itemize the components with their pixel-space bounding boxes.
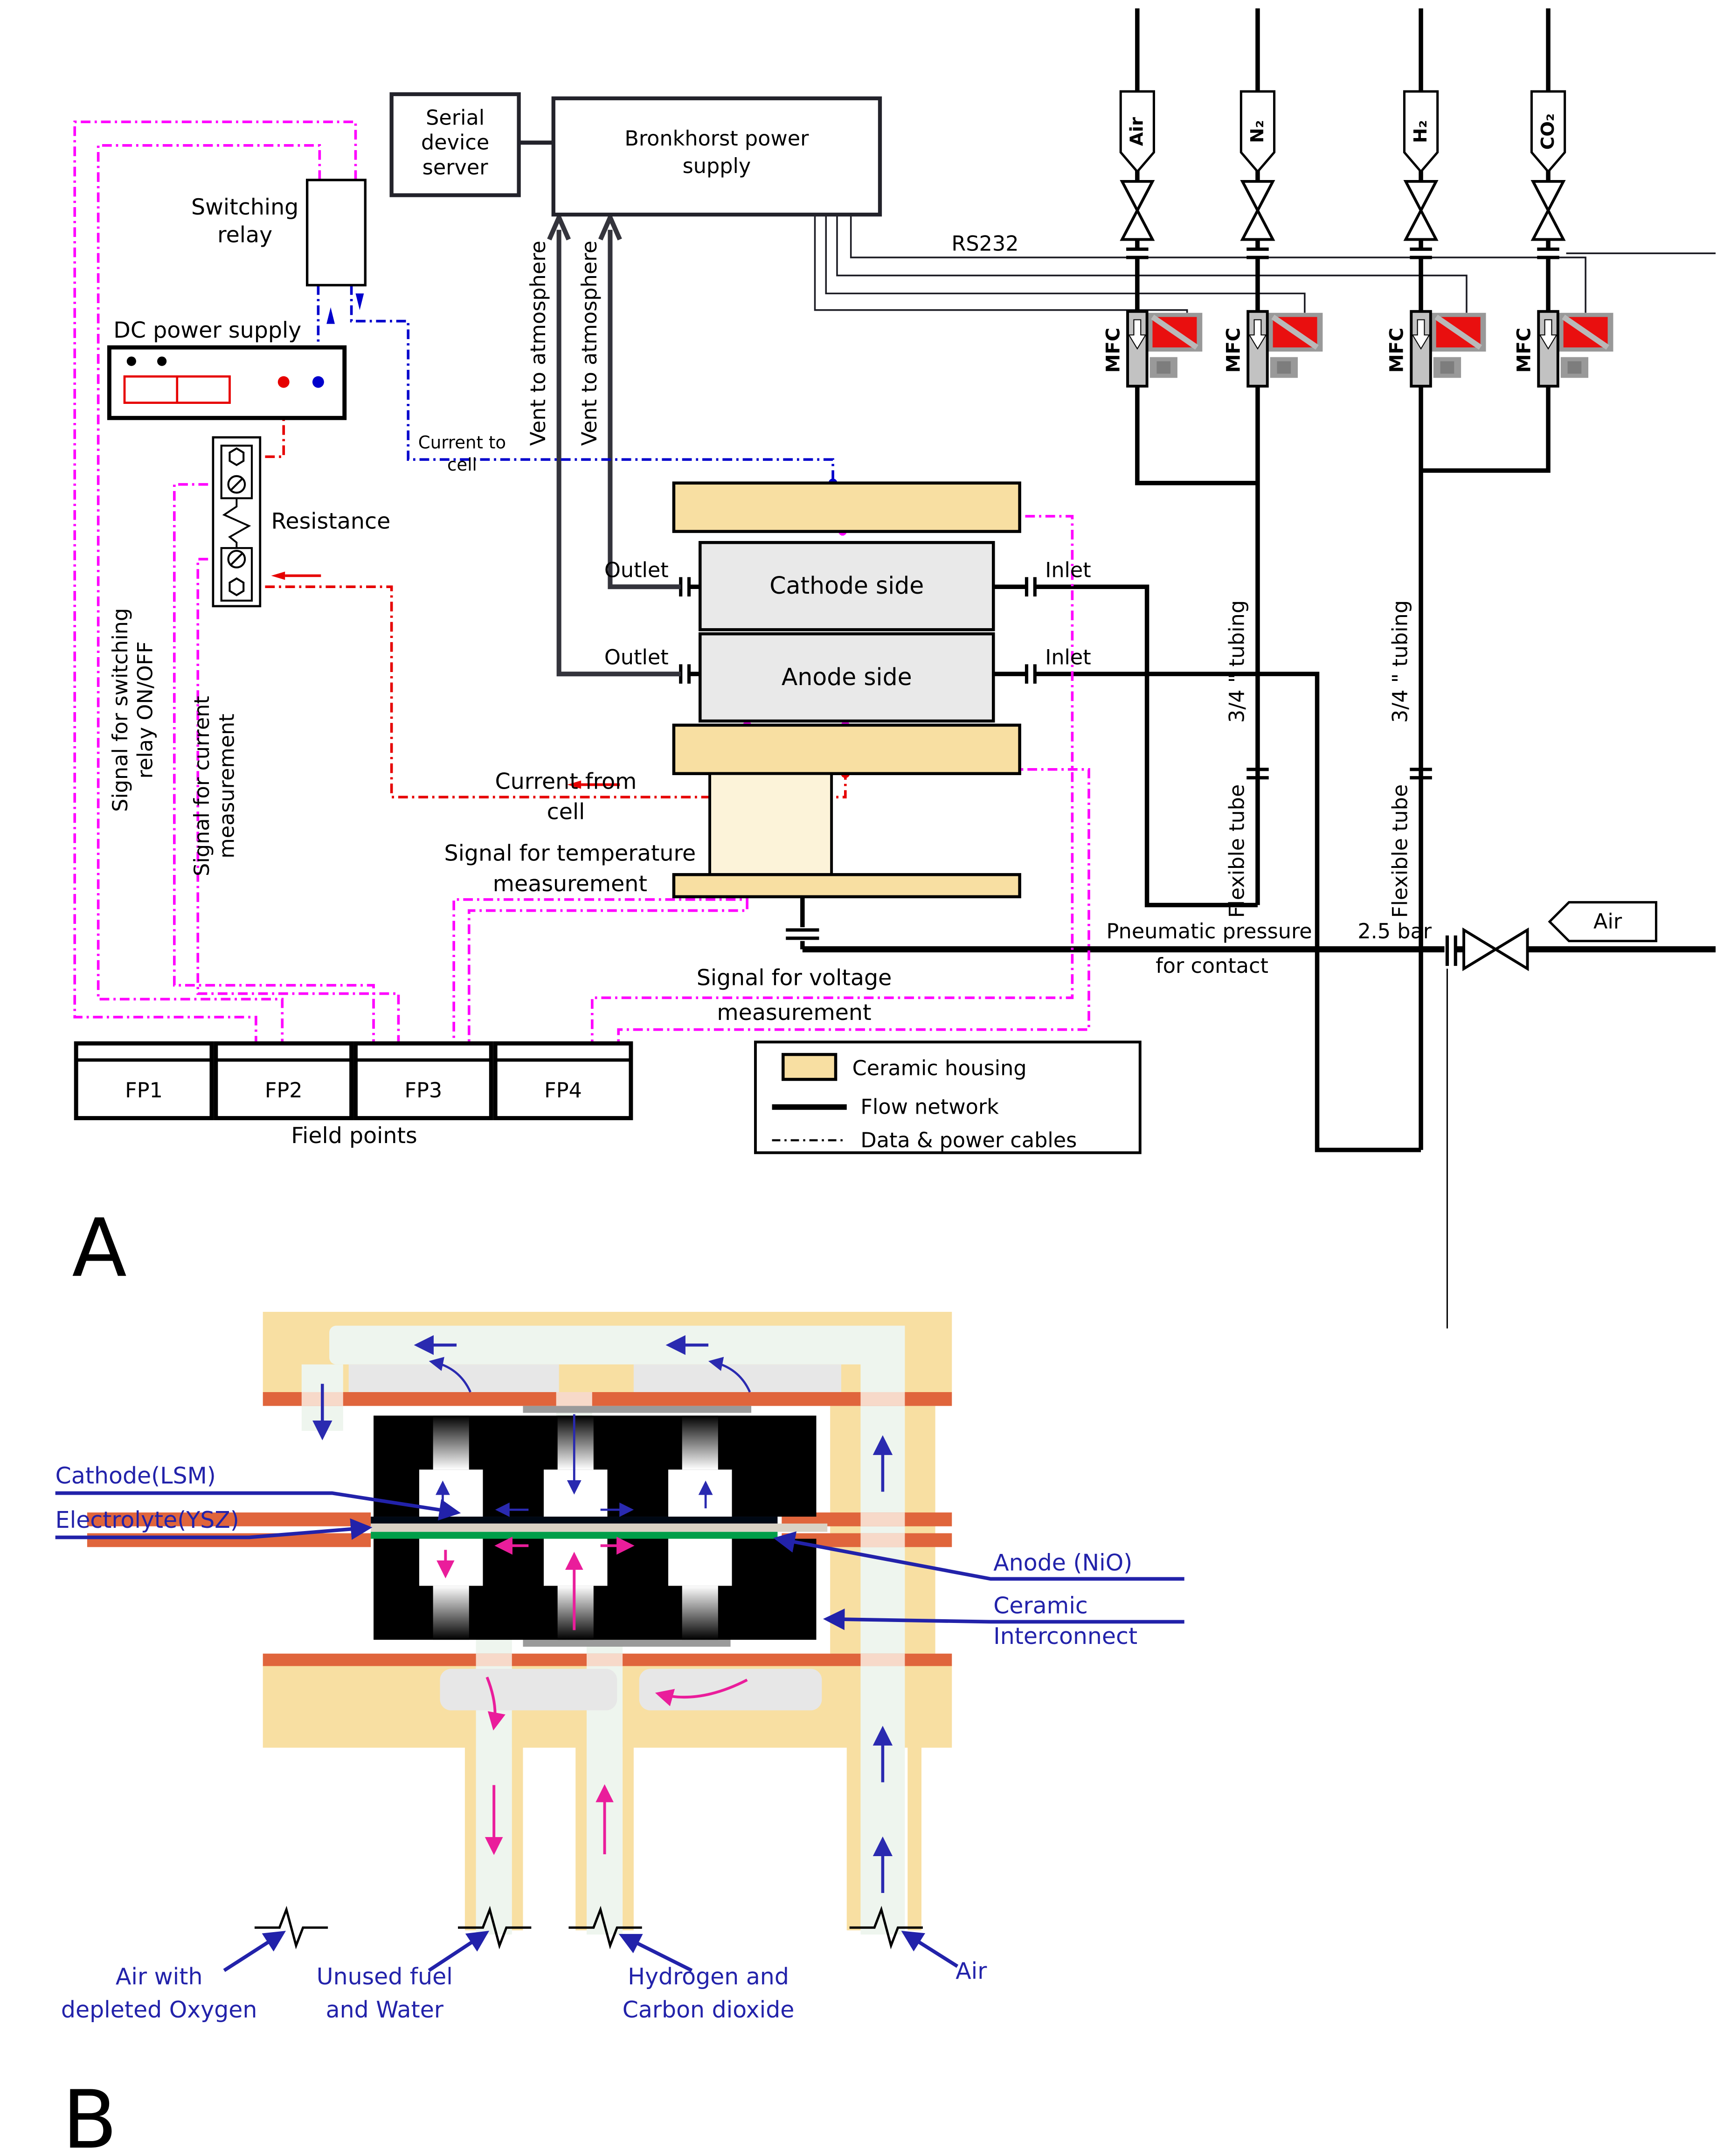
fuel-plenum	[639, 1669, 822, 1710]
field-point-2	[216, 1043, 352, 1118]
gas-tag-label: Air	[1126, 117, 1148, 146]
fuel-plenum	[440, 1669, 617, 1710]
ceramic-bottom-plate	[674, 725, 1020, 774]
ceramic-column	[830, 1406, 860, 1654]
unused-fuel-label: Unused fuel	[316, 1963, 453, 1990]
bronkhorst-label: Bronkhorst power	[624, 126, 809, 151]
switching-relay-label: relay	[217, 222, 273, 248]
signal-voltage-label: measurement	[717, 999, 872, 1026]
legend-cable-label: Data & power cables	[860, 1128, 1077, 1152]
signal-voltage-label: Signal for voltage	[696, 965, 892, 991]
co2-to-h2-pipe	[1421, 386, 1548, 471]
current-from-cell-label: Current from	[495, 769, 637, 795]
valve-icon	[1533, 181, 1563, 240]
gas-line-co2	[1513, 8, 1613, 386]
cathode-layer	[371, 1517, 777, 1524]
tube-wall	[512, 1748, 523, 1931]
signal-current-label: measurement	[215, 714, 239, 859]
panel-b	[55, 1312, 1184, 2156]
porous-column	[558, 1415, 594, 1470]
pipe-connector	[1126, 249, 1148, 257]
flexible-tube-label: Flexible tube	[1225, 784, 1249, 918]
tubing-size-label: 3/4 " tubing	[1225, 600, 1249, 723]
rs232-bus	[815, 216, 1586, 313]
gas-line-air	[1102, 8, 1202, 386]
pneumatic-air-supply	[1464, 902, 1656, 969]
valve-icon	[1495, 930, 1527, 969]
seal-gap	[556, 1392, 592, 1406]
current-to-cell-label: cell	[447, 455, 477, 475]
tube-wall	[465, 1748, 476, 1931]
air-plenum	[349, 1365, 559, 1392]
switching-relay-box	[307, 180, 366, 285]
mfc-port-inner	[1568, 361, 1582, 374]
air-in-label: Air	[955, 1957, 987, 1984]
field-point-label: FP4	[544, 1079, 582, 1103]
hydrogen-label: Hydrogen and	[628, 1963, 789, 1990]
up-arrow-icon	[326, 307, 335, 324]
interconnect-leader	[827, 1619, 1184, 1622]
flexible-tube-connectors	[1246, 770, 1432, 778]
gas-line-h2	[1386, 8, 1486, 386]
gas-tag-label: H₂	[1410, 120, 1431, 143]
tubing-size-label: 3/4 " tubing	[1388, 600, 1412, 723]
vent-lines	[549, 217, 681, 674]
legend-ceramic-swatch	[783, 1054, 836, 1079]
electrolyte-label: Electrolyte(YSZ)	[55, 1506, 239, 1533]
air-top-channel	[329, 1326, 869, 1365]
mfc-port-inner	[1440, 361, 1454, 374]
outlet-stubs	[689, 587, 700, 674]
signal-switching-label: relay ON/OFF	[133, 641, 158, 779]
anode-label: Anode (NiO)	[993, 1549, 1133, 1576]
gas-slot	[419, 1539, 483, 1586]
switching-relay-label: Switching	[191, 194, 299, 221]
porous-column	[433, 1415, 469, 1470]
anode-layer	[371, 1532, 777, 1539]
gas-tag-label: CO₂	[1537, 113, 1558, 150]
cathode-side-label: Cathode side	[769, 572, 924, 600]
inlet-stubs	[993, 587, 1026, 674]
seal-gap	[860, 1512, 905, 1526]
tube-wall	[847, 1748, 861, 1931]
field-points-caption: Field points	[291, 1123, 417, 1149]
current-from-cell-label: cell	[547, 799, 585, 825]
dc-power-label: DC power supply	[113, 318, 302, 344]
pipe-connector	[1537, 249, 1559, 257]
flexible-tube-label: Flexible tube	[1388, 784, 1412, 918]
field-point-1	[76, 1043, 212, 1118]
signal-current-label: Signal for current	[190, 696, 215, 876]
panel-b-letter: B	[62, 2073, 118, 2156]
pneumatic-label: for contact	[1156, 954, 1268, 978]
legend-flow-label: Flow network	[860, 1095, 999, 1119]
cathode-inlet-pipe	[1035, 587, 1258, 905]
bolt-icon	[230, 578, 244, 595]
air-to-n2-pipe	[1137, 386, 1258, 483]
electrolyte-layer	[371, 1524, 827, 1532]
field-point-4	[495, 1043, 631, 1118]
porous-column	[558, 1586, 594, 1640]
air-plenum	[634, 1365, 841, 1392]
legend-ceramic-label: Ceramic housing	[852, 1056, 1027, 1081]
outlet-label: Outlet	[604, 645, 669, 670]
gas-slot	[668, 1470, 732, 1517]
tube-wall	[907, 1748, 921, 1931]
signal-temperature-label: measurement	[492, 871, 647, 897]
signal-temperature-label: Signal for temperature	[444, 840, 696, 867]
field-points	[76, 1043, 631, 1118]
mfc-label: MFC	[1223, 327, 1245, 373]
current-to-cell-label: Current to	[418, 432, 506, 453]
tube-wall	[575, 1748, 587, 1931]
contact-bar	[523, 1640, 731, 1647]
pneumatic-connector	[1447, 936, 1455, 966]
positive-terminal	[278, 376, 290, 388]
vent-label: Vent to atmosphere	[526, 241, 550, 446]
seal-strip	[263, 1392, 952, 1406]
inlet-label: Inlet	[1045, 645, 1091, 670]
pedestal	[710, 774, 831, 875]
serial-label: Serial	[426, 106, 485, 130]
porous-column	[682, 1586, 718, 1640]
anode-side-label: Anode side	[781, 663, 912, 691]
mfc-label: MFC	[1386, 327, 1408, 373]
relay-signal-wire-2	[98, 146, 320, 1046]
down-arrow-icon	[356, 293, 364, 310]
seal-strip	[87, 1533, 371, 1547]
signal-switching-label: Signal for switching	[108, 608, 132, 812]
ceramic-column	[905, 1406, 935, 1654]
panel-a-letter: A	[72, 1201, 127, 1295]
air-depleted-leader	[224, 1933, 283, 1970]
valve-icon	[1242, 181, 1273, 240]
knob-icon	[157, 357, 166, 366]
field-point-3	[356, 1043, 492, 1118]
seal-gap	[860, 1654, 905, 1666]
seal-gap	[476, 1654, 512, 1666]
pipe-connector	[1410, 249, 1432, 257]
field-point-label: FP3	[404, 1079, 443, 1103]
gas-slot	[544, 1470, 607, 1517]
serial-label: device	[421, 131, 490, 155]
interconnect-label: Interconnect	[993, 1622, 1138, 1650]
negative-terminal	[312, 376, 324, 388]
porous-column	[433, 1586, 469, 1640]
mfc-label: MFC	[1513, 327, 1535, 373]
mfc-port-inner	[1156, 361, 1170, 374]
hydrogen-label: Carbon dioxide	[622, 1997, 795, 2024]
seal-gap	[860, 1533, 905, 1547]
gas-tag-label: N₂	[1246, 120, 1268, 143]
tube-wall	[623, 1748, 634, 1931]
porous-column	[682, 1415, 718, 1470]
bolt-icon	[230, 449, 244, 465]
field-point-label: FP2	[264, 1079, 303, 1103]
air-in-leader	[905, 1933, 957, 1966]
seal-gap	[860, 1392, 905, 1406]
mfc-port-inner	[1277, 361, 1291, 374]
vent-label: Vent to atmosphere	[577, 241, 602, 446]
left-arrow-head	[271, 572, 285, 580]
break-icon	[255, 1910, 328, 1946]
bronkhorst-label: supply	[682, 154, 751, 179]
rs232-label: RS232	[951, 232, 1019, 256]
ceramic-base-plate	[674, 874, 1020, 896]
air-depleted-label: depleted Oxygen	[61, 1997, 257, 2024]
air-tag-label: Air	[1593, 910, 1622, 934]
resistance-label: Resistance	[271, 508, 391, 534]
mfc-label: MFC	[1102, 327, 1124, 373]
gas-supply-lines	[1102, 8, 1613, 386]
pipe-connector	[1246, 249, 1268, 257]
valve-icon	[1405, 181, 1436, 240]
interconnect-label: Ceramic	[993, 1592, 1088, 1619]
outlet-label: Outlet	[604, 558, 669, 582]
unused-fuel-leader	[429, 1933, 486, 1970]
air-depleted-label: Air with	[115, 1963, 203, 1990]
gas-slot	[668, 1539, 732, 1586]
knob-icon	[127, 357, 136, 366]
cathode-vent-line	[610, 230, 680, 587]
field-point-label: FP1	[125, 1079, 163, 1103]
serial-label: server	[422, 156, 488, 180]
gas-line-n2	[1223, 8, 1322, 386]
resistance-assembly	[213, 437, 260, 606]
inlet-label: Inlet	[1045, 558, 1091, 582]
pneumatic-value: 2.5 bar	[1357, 919, 1432, 943]
valve-icon	[1464, 930, 1495, 969]
unused-fuel-label: and Water	[325, 1997, 443, 2024]
stem-connector	[786, 930, 819, 938]
pneumatic-label: Pneumatic pressure	[1106, 919, 1312, 943]
seal-gap	[587, 1654, 623, 1666]
cathode-label: Cathode(LSM)	[55, 1462, 216, 1489]
valve-icon	[1122, 181, 1152, 240]
ceramic-top-plate	[674, 483, 1020, 532]
flow-network	[681, 253, 1716, 1328]
contact-bar	[523, 1406, 752, 1413]
dc-power-supply	[109, 347, 344, 418]
